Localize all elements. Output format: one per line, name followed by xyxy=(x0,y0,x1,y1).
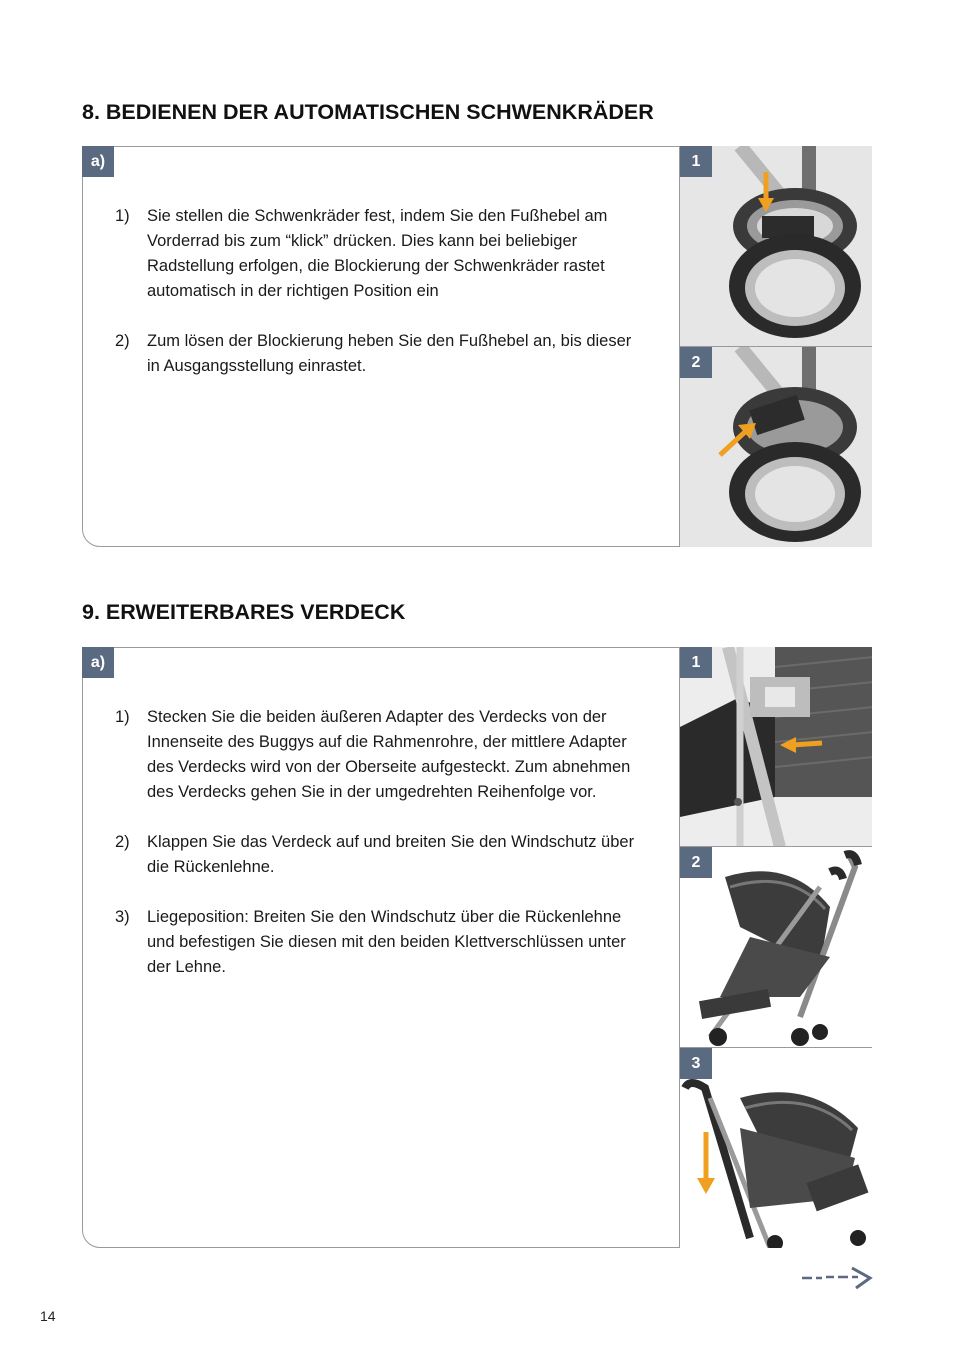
section-9-title: 9. ERWEITERBARES VERDECK xyxy=(82,600,406,624)
step-item xyxy=(115,905,650,980)
section-9-tag: a) xyxy=(82,647,114,678)
wheel-lock-photo xyxy=(679,146,872,347)
step-text: Zum lösen der Blockierung heben Sie den Fußhebel an, bis dieser in Ausgangsstellung einrastet. xyxy=(147,332,632,375)
step-number: 3) xyxy=(115,908,130,926)
section-9-image-column xyxy=(679,647,872,1248)
step-item xyxy=(115,705,650,805)
section-8-title: 8. BEDIENEN DER AUTOMATISCHEN SCHWENKRÄDER xyxy=(82,100,654,124)
image-label: 3 xyxy=(680,1048,712,1079)
step-number: 1) xyxy=(115,708,130,726)
step-text: Sie stellen die Schwenkräder fest, indem Sie den Fußhebel am Vorderrad bis zum “klick” drücken. Dies kann bei beliebiger Radstellung erfolgen, die Blockierung der Schwenkräder rastet automatisch in der richtigen Position ein xyxy=(147,207,608,300)
step-number: 1) xyxy=(115,207,130,225)
image-label: 1 xyxy=(680,647,712,678)
wheel-unlock-photo xyxy=(679,347,872,547)
page-number: 14 xyxy=(40,1308,56,1324)
step-text: Liegeposition: Breiten Sie den Windschutz über die Rückenlehne und befestigen Sie diesen mit den beiden Klettverschlüssen unter der Lehne. xyxy=(147,908,626,976)
step-item xyxy=(115,204,645,304)
section-9-box xyxy=(82,647,872,1248)
next-page-arrow-icon xyxy=(800,1266,876,1295)
recline-position-photo xyxy=(679,1048,872,1248)
canopy-adapter-photo xyxy=(679,647,872,847)
step-text: Stecken Sie die beiden äußeren Adapter des Verdecks von der Innenseite des Buggys auf die Rahmenrohre, der mittlere Adapter des Verdecks wird von der Oberseite aufgesteckt. Zum abnehmen des Verdecks gehen Sie in der umgedrehten Reihenfolge vor. xyxy=(147,708,631,801)
section-9-steps xyxy=(115,705,650,1005)
step-item xyxy=(115,830,650,880)
section-8-box xyxy=(82,146,872,547)
step-number: 2) xyxy=(115,332,130,350)
section-8-steps xyxy=(115,204,645,404)
step-item xyxy=(115,329,645,379)
section-8-tag: a) xyxy=(82,146,114,177)
image-label: 1 xyxy=(680,146,712,177)
section-8-image-column xyxy=(679,146,872,547)
step-number: 2) xyxy=(115,833,130,851)
canopy-open-photo xyxy=(679,847,872,1048)
image-label: 2 xyxy=(680,847,712,878)
step-text: Klappen Sie das Verdeck auf und breiten Sie den Windschutz über die Rückenlehne. xyxy=(147,833,635,876)
image-label: 2 xyxy=(680,347,712,378)
